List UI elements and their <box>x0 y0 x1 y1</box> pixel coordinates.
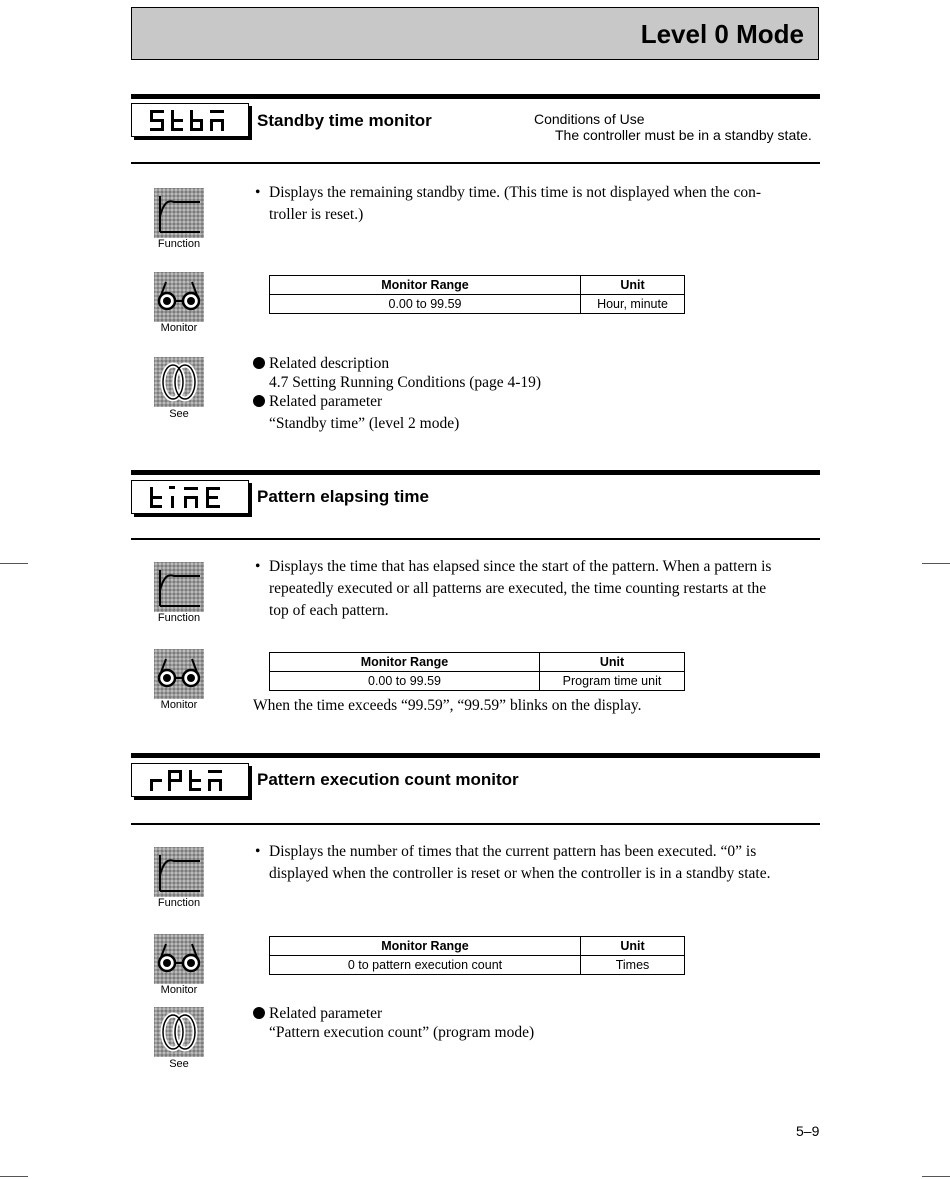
page-title: Level 0 Mode <box>640 19 804 49</box>
table-header: Unit <box>581 937 685 956</box>
monitor-range-table <box>269 275 685 314</box>
icon-label-function: Function <box>157 238 201 250</box>
section-divider <box>131 538 820 540</box>
table-row <box>270 295 685 314</box>
bullet-icon <box>253 395 265 407</box>
table-header: Monitor Range <box>270 276 581 295</box>
icon-label-monitor: Monitor <box>160 322 198 334</box>
section-divider <box>131 94 820 99</box>
description-line: Displays the time that has elapsed since the start of the pattern. When a pattern is <box>269 558 772 575</box>
function-icon <box>154 188 204 238</box>
table-header: Monitor Range <box>270 653 540 672</box>
section-divider <box>131 823 820 825</box>
description-line: Displays the number of times that the current pattern has been executed. “0” is <box>269 843 757 860</box>
section-divider <box>131 470 820 475</box>
bullet-icon <box>253 357 265 369</box>
monitor-range-table <box>269 936 685 975</box>
crop-mark-bottom-left <box>0 1176 28 1177</box>
table-cell: 0.00 to 99.59 <box>270 295 581 314</box>
seven-segment-icon <box>146 768 236 794</box>
page-number: 5–9 <box>796 1123 820 1139</box>
related-text: “Pattern execution count” (program mode) <box>269 1024 535 1041</box>
table-cell: 0 to pattern execution count <box>270 956 581 975</box>
icon-label-see: See <box>169 1058 189 1070</box>
seven-segment-icon <box>146 108 236 134</box>
crop-mark-bottom-right <box>922 1176 950 1177</box>
table-header: Unit <box>581 276 685 295</box>
see-icon <box>154 1007 204 1057</box>
table-row <box>270 956 685 975</box>
blink-note: When the time exceeds “99.59”, “99.59” blinks on the display. <box>253 697 642 714</box>
monitor-icon <box>154 272 204 322</box>
related-heading: Related description <box>269 355 390 372</box>
description-line: repeatedly executed or all patterns are executed, the time counting restarts at the <box>269 580 767 597</box>
related-info <box>253 1004 534 1042</box>
description-line: Displays the remaining standby time. (This time is not displayed when the con- <box>269 184 762 201</box>
display-code-time <box>131 480 249 514</box>
section-divider <box>131 162 820 164</box>
conditions-heading: Conditions of Use <box>534 111 645 127</box>
icon-label-function: Function <box>157 612 201 624</box>
function-description: • Displays the number of times that the current pattern has been executed. “0” is displayed when the controller is reset or when the controller is in a standby state. <box>255 841 825 885</box>
monitor-range-table <box>269 652 685 691</box>
section-title: Pattern elapsing time <box>257 487 429 506</box>
table-cell: Hour, minute <box>581 295 685 314</box>
table-row <box>270 672 685 691</box>
related-heading: Related parameter <box>269 1005 383 1022</box>
description-line: displayed when the controller is reset or when the controller is in a standby state. <box>269 865 771 882</box>
function-icon <box>154 847 204 897</box>
see-icon <box>154 357 204 407</box>
icon-label-see: See <box>169 408 189 420</box>
related-text: “Standby time” (level 2 mode) <box>269 415 460 432</box>
related-text: 4.7 Setting Running Conditions (page 4-19) <box>269 374 542 391</box>
function-description: • Displays the time that has elapsed since the start of the pattern. When a pattern is repeatedly executed or all patterns are executed, the time counting restarts at the top of each pattern. <box>255 556 825 622</box>
table-cell: 0.00 to 99.59 <box>270 672 540 691</box>
function-description: • Displays the remaining standby time. (This time is not displayed when the con- troller is reset.) <box>255 182 820 226</box>
table-header: Unit <box>540 653 685 672</box>
icon-label-monitor: Monitor <box>160 984 198 996</box>
seven-segment-icon <box>146 485 236 511</box>
section-title: Standby time monitor <box>257 111 432 130</box>
description-line: troller is reset.) <box>269 206 364 223</box>
table-header: Monitor Range <box>270 937 581 956</box>
page-header <box>131 7 819 60</box>
table-cell: Times <box>581 956 685 975</box>
section-title: Pattern execution count monitor <box>257 770 519 789</box>
icon-label-monitor: Monitor <box>160 699 198 711</box>
conditions-text: The controller must be in a standby state. <box>555 127 812 143</box>
display-code-stbm <box>131 103 249 137</box>
description-line: top of each pattern. <box>269 602 389 619</box>
monitor-icon <box>154 649 204 699</box>
display-code-rptm <box>131 763 249 797</box>
related-heading: Related parameter <box>269 393 383 410</box>
section-divider <box>131 753 820 758</box>
crop-mark-left <box>0 563 28 564</box>
table-cell: Program time unit <box>540 672 685 691</box>
function-icon <box>154 562 204 612</box>
bullet-icon <box>253 1007 265 1019</box>
icon-label-function: Function <box>157 897 201 909</box>
related-info <box>253 354 541 433</box>
crop-mark-right <box>922 563 950 564</box>
monitor-icon <box>154 934 204 984</box>
